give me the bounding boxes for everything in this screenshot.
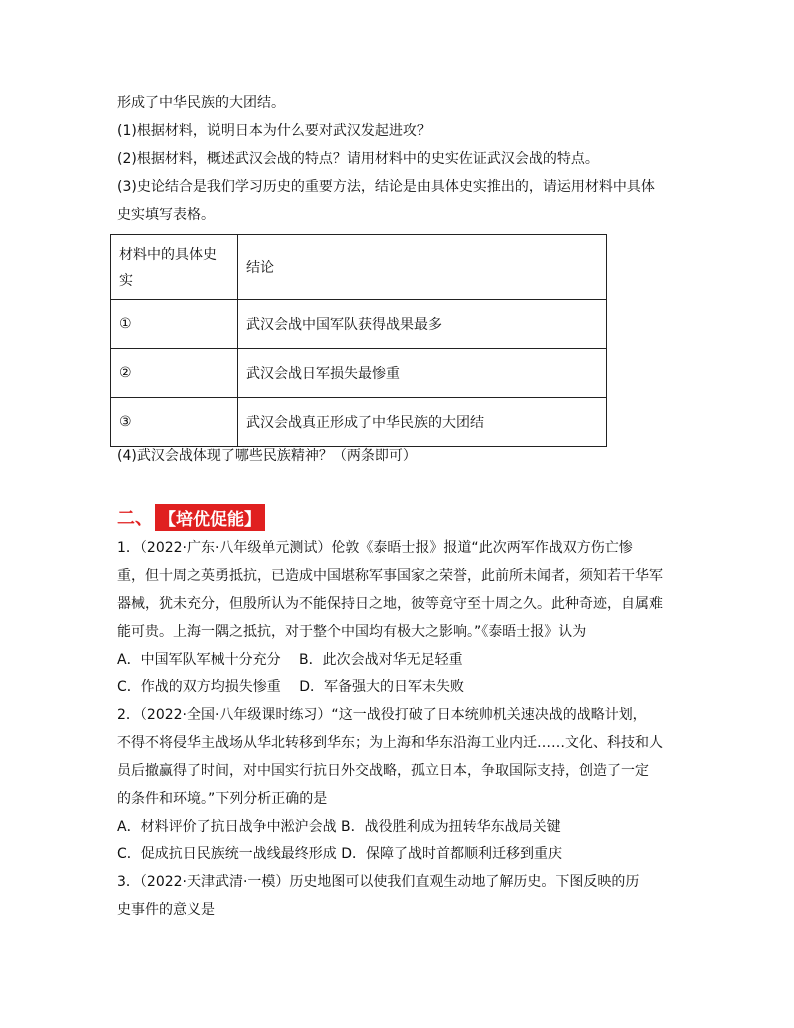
table-row	[111, 349, 607, 398]
section-number: 二、	[117, 508, 153, 529]
item-2-option-row: A．材料评价了抗日战争中淞沪会战 B．战役胜利成为扭转华东战局关键	[117, 819, 561, 835]
sub-question-3-line-1: (3)史论结合是我们学习历史的重要方法，结论是由具体史实推出的，请运用材料中具体	[117, 179, 655, 195]
table-row	[111, 398, 607, 447]
item-1-line: 能可贵。上海一隅之抵抗，对于整个中国均有极大之影响。”《泰晤士报》认为	[117, 624, 587, 640]
section-title-badge: 【培优促能】	[155, 504, 265, 531]
sub-question-3-line-2: 史实填写表格。	[117, 207, 215, 223]
table-row-conclusion: 武汉会战中国军队获得战果最多	[238, 300, 607, 349]
table-row-conclusion: 武汉会战真正形成了中华民族的大团结	[238, 398, 607, 447]
item-1-line: 器械，犹未充分，但殷所认为不能保持日之地，彼等竟守至十周之久。此种奇迹，自属难	[117, 596, 663, 612]
facts-conclusion-table	[110, 234, 607, 447]
table-header-conclusion: 结论	[238, 235, 607, 300]
item-2-line: 的条件和环境。”下列分析正确的是	[117, 791, 328, 807]
item-2-line: 不得不将侵华主战场从华北转移到华东；为上海和华东沿海工业内迁……文化、科技和人	[117, 735, 663, 751]
table-row	[111, 300, 607, 349]
item-3-line: 史事件的意义是	[117, 902, 215, 918]
item-1-line: 重，但十周之英勇抵抗，已造成中国堪称军事国家之荣誉，此前所未闻者，须知若干华军	[117, 568, 663, 584]
item-1-line: 1．（2022·广东·八年级单元测试）伦敦《泰晤士报》报道“此次两军作战双方伤亡惨	[117, 540, 633, 556]
item-2-line: 员后撤赢得了时间，对中国实行抗日外交战略，孤立日本，争取国际支持，创造了一定	[117, 763, 649, 779]
table-row-conclusion: 武汉会战日军损失最惨重	[238, 349, 607, 398]
table-header-row	[111, 235, 607, 300]
table-row-marker: ①	[111, 300, 238, 349]
table-row-marker: ②	[111, 349, 238, 398]
item-3-line: 3．（2022·天津武清·一模）历史地图可以使我们直观生动地了解历史。下图反映的历	[117, 874, 640, 890]
sub-question-2: (2)根据材料，概述武汉会战的特点？请用材料中的史实佐证武汉会战的特点。	[117, 151, 599, 167]
sub-question-4: (4)武汉会战体现了哪些民族精神？（两条即可）	[117, 448, 417, 464]
item-1-option-row: A．中国军队军械十分充分 B．此次会战对华无足轻重	[117, 652, 463, 668]
table-header-facts-line-1: 材料中的具体史	[119, 247, 217, 263]
item-2-line: 2．（2022·全国·八年级课时练习）“这一战役打破了日本统帅机关速决战的战略计划，	[117, 707, 647, 723]
item-2-option-row: C．促成抗日民族统一战线最终形成 D．保障了战时首都顺利迁移到重庆	[117, 846, 563, 862]
item-1-option-row: C．作战的双方均损失惨重 D．军备强大的日军未失败	[117, 679, 465, 695]
table-header-facts-line-2: 实	[119, 273, 133, 289]
sub-question-1: (1)根据材料，说明日本为什么要对武汉发起进攻？	[117, 123, 431, 139]
section-heading	[117, 505, 265, 529]
question-intro-tail: 形成了中华民族的大团结。	[117, 95, 285, 111]
table-row-marker: ③	[111, 398, 238, 447]
table-header-facts	[111, 235, 238, 300]
